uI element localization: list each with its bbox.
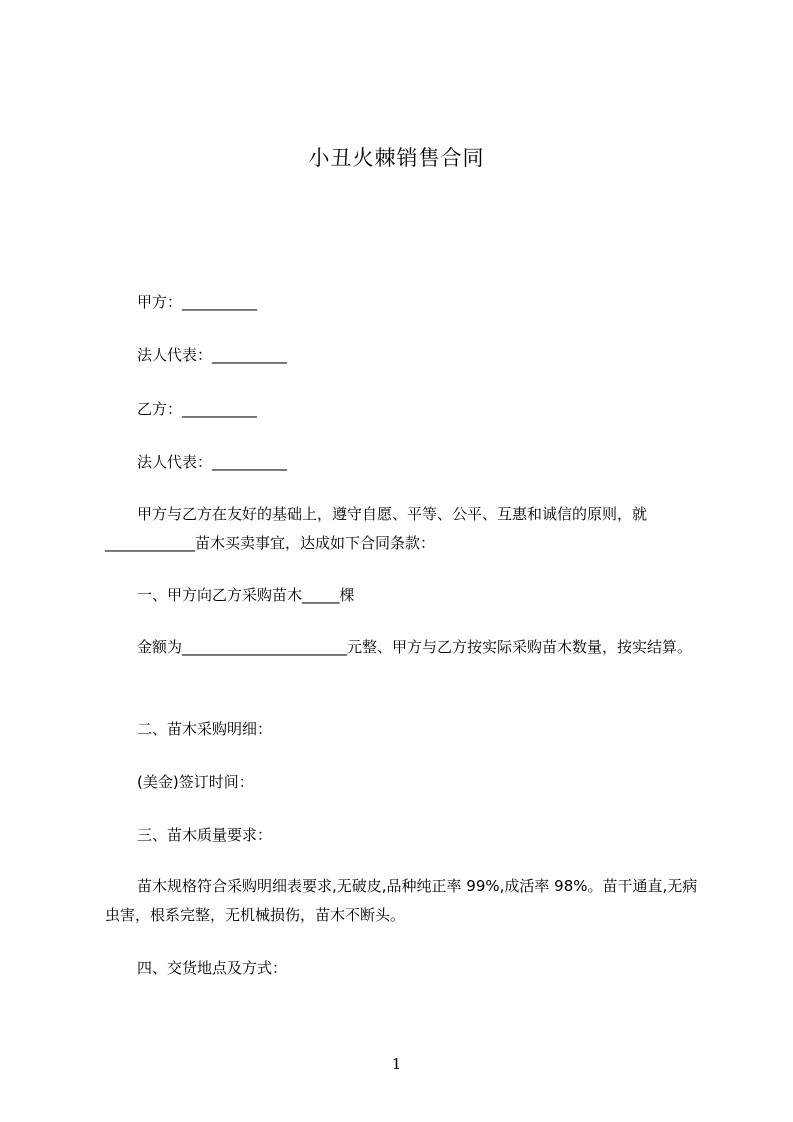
page-number: 1: [391, 1055, 402, 1073]
clause-4-heading: 四、交货地点及方式：: [137, 959, 288, 977]
amount-paragraph: 金额为______________________元整、甲方与乙方按实际采购苗木数量，按实结算。: [137, 638, 693, 656]
party-b-representative-line: 法人代表：__________: [137, 453, 288, 471]
party-a-line: 甲方：__________: [137, 293, 258, 311]
party-a-representative-line: 法人代表：__________: [137, 346, 288, 364]
clause-2-heading: 二、苗木采购明细：: [137, 720, 273, 738]
intro-paragraph: 甲方与乙方在友好的基础上，遵守自愿、平等、公平、互惠和诚信的原则，就____________苗木买卖事宜，达成如下合同条款：: [105, 505, 648, 552]
document-title: 小丑火棘销售合同: [308, 146, 485, 170]
clause-1-heading: 一、甲方向乙方采购苗木_____棵: [137, 586, 355, 604]
sign-time-line: (美金)签订时间：: [137, 773, 254, 791]
clause-3-heading: 三、苗木质量要求：: [137, 826, 273, 844]
quality-paragraph: 苗木规格符合采购明细表要求,无破皮,品种纯正率 99%,成活率 98%。苗干通直,无病虫害，根系完整，无机械损伤，苗木不断头。: [105, 877, 698, 924]
party-b-line: 乙方：__________: [137, 400, 258, 418]
